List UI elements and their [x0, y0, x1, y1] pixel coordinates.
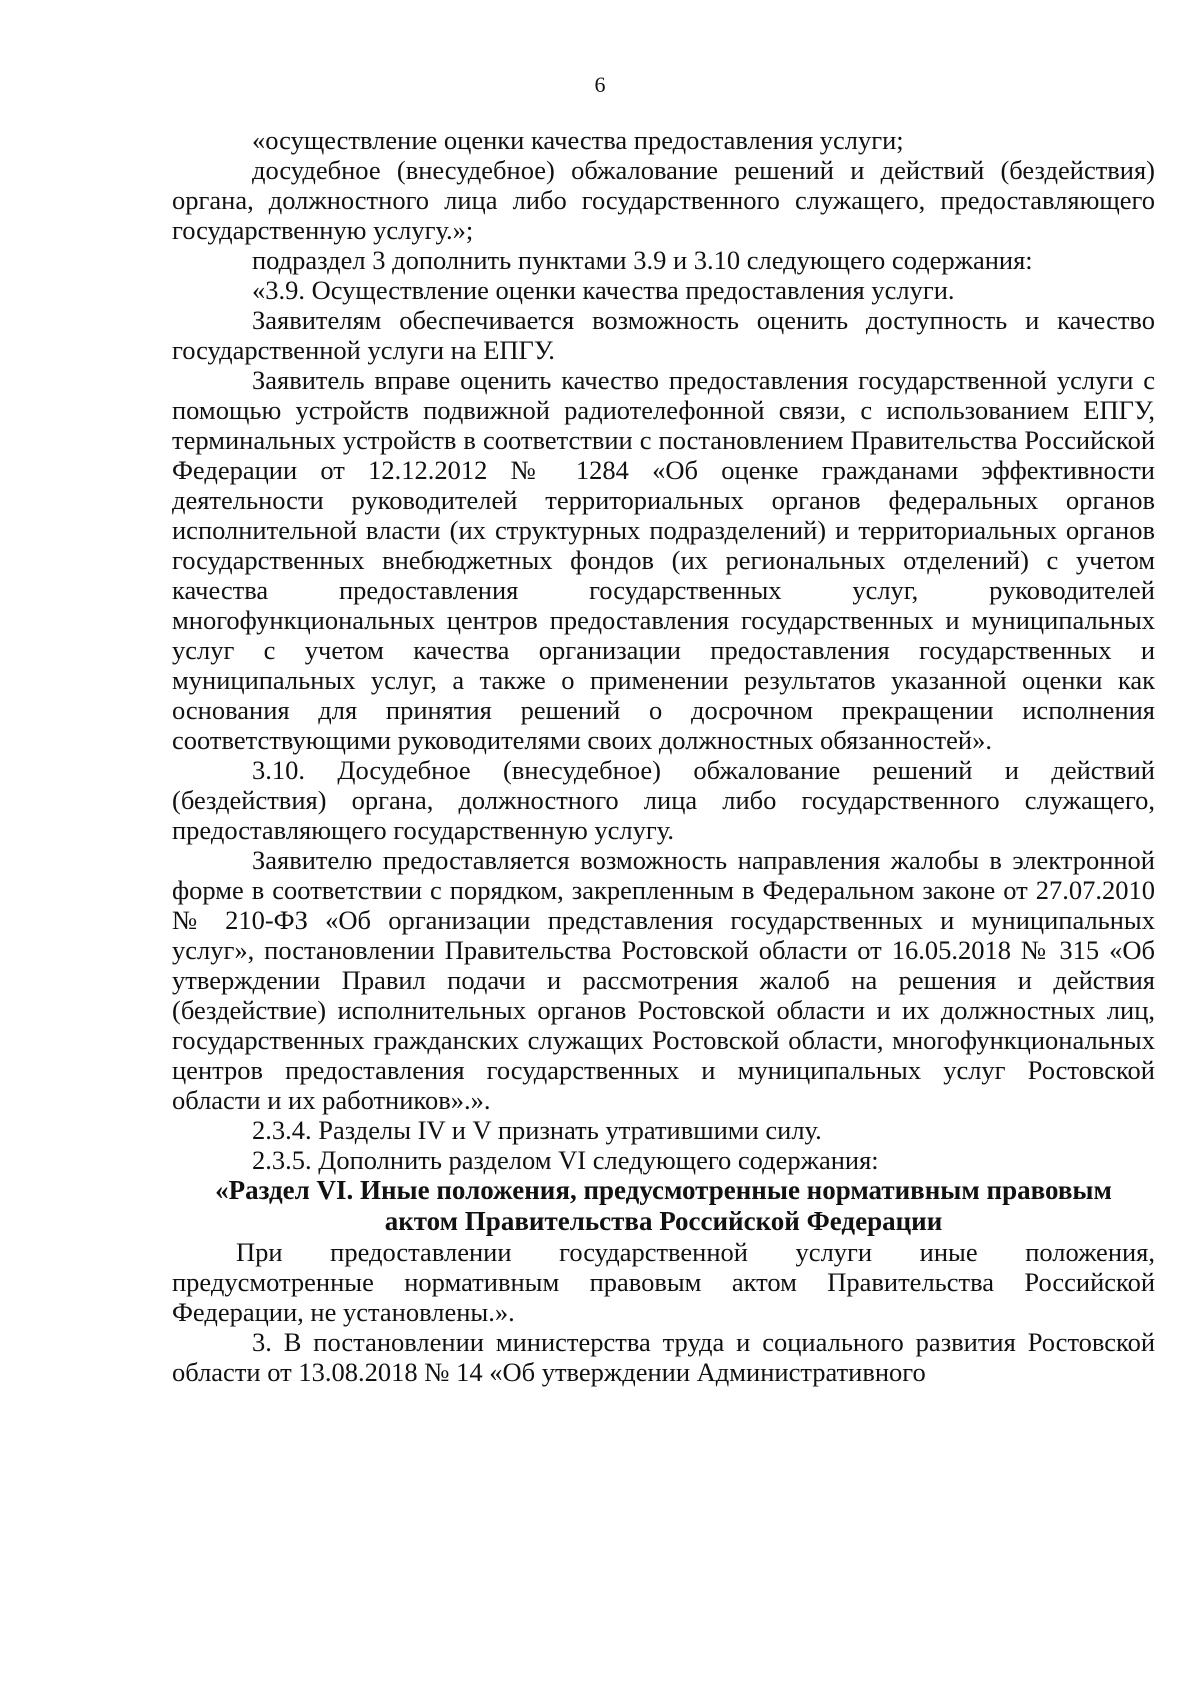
page-number: 6: [594, 72, 606, 97]
paragraph: При предоставлении государственной услуги иные положения, предусмотренные нормативным правовым актом Правительства Российской Федерации, не установлены.».: [172, 1237, 1155, 1327]
paragraph: подраздел 3 дополнить пунктами 3.9 и 3.10 следующего содержания:: [252, 245, 1033, 275]
paragraph: «3.9. Осуществление оценки качества предоставления услуги.: [252, 275, 955, 305]
paragraph: 2.3.4. Разделы IV и V признать утратившими силу.: [252, 1115, 822, 1145]
paragraph: Заявителям обеспечивается возможность оценить доступность и качество государственной услуги на ЕПГУ.: [172, 305, 1155, 365]
paragraph: 3.10. Досудебное (внесудебное) обжалование решений и действий (бездействия) органа, должностного лица либо государственного служащего, предоставляющего государственную услугу.: [172, 755, 1155, 845]
document-body: [172, 125, 1155, 1387]
section-heading: [172, 1175, 1155, 1237]
paragraph: 2.3.5. Дополнить разделом VI следующего содержания:: [252, 1145, 879, 1175]
paragraph: досудебное (внесудебное) обжалование решений и действий (бездействия) органа, должностного лица либо государственного служащего, предоставляющего государственную услугу.»;: [172, 155, 1155, 245]
section-heading-line: актом Правительства Российской Федерации: [384, 1206, 943, 1236]
paragraph: «осуществление оценки качества предоставления услуги;: [252, 125, 904, 155]
paragraph: Заявитель вправе оценить качество предоставления государственной услуги с помощью устройств подвижной радиотелефонной связи, с использованием ЕПГУ, терминальных устройств в соответствии с постановлением Правительства Российской Федерации от 12.12.2012 № 1284 «Об оценке гражданами эффективности деятельности руководителей территориальных органов федеральных органов исполнительной власти (их структурных подразделений) и территориальных органов государственных внебюджетных фондов (их региональных отделений) с учетом качества предоставления государственных услуг, руководителей многофункциональных центров предоставления государственных и муниципальных услуг с учетом качества организации предоставления государственных и муниципальных услуг, а также о применении результатов указанной оценки как основания для принятия решений о досрочном прекращении исполнения соответствующими руководителями своих должностных обязанностей».: [172, 365, 1155, 755]
paragraph: Заявителю предоставляется возможность направления жалобы в электронной форме в соответствии с порядком, закрепленным в Федеральном законе от 27.07.2010 № 210-ФЗ «Об организации представления государственных и муниципальных услуг», постановлении Правительства Ростовской области от 16.05.2018 № 315 «Об утверждении Правил подачи и рассмотрения жалоб на решения и действия (бездействие) исполнительных органов Ростовской области и их должностных лиц, государственных гражданских служащих Ростовской области, многофункциональных центров предоставления государственных и муниципальных услуг Ростовской области и их работников».».: [172, 845, 1155, 1115]
paragraph: 3. В постановлении министерства труда и социального развития Ростовской области от 13.08.2018 № 14 «Об утверждении Административного: [172, 1327, 1155, 1387]
section-heading-line: «Раздел VI. Иные положения, предусмотренные нормативным правовым: [215, 1175, 1112, 1205]
